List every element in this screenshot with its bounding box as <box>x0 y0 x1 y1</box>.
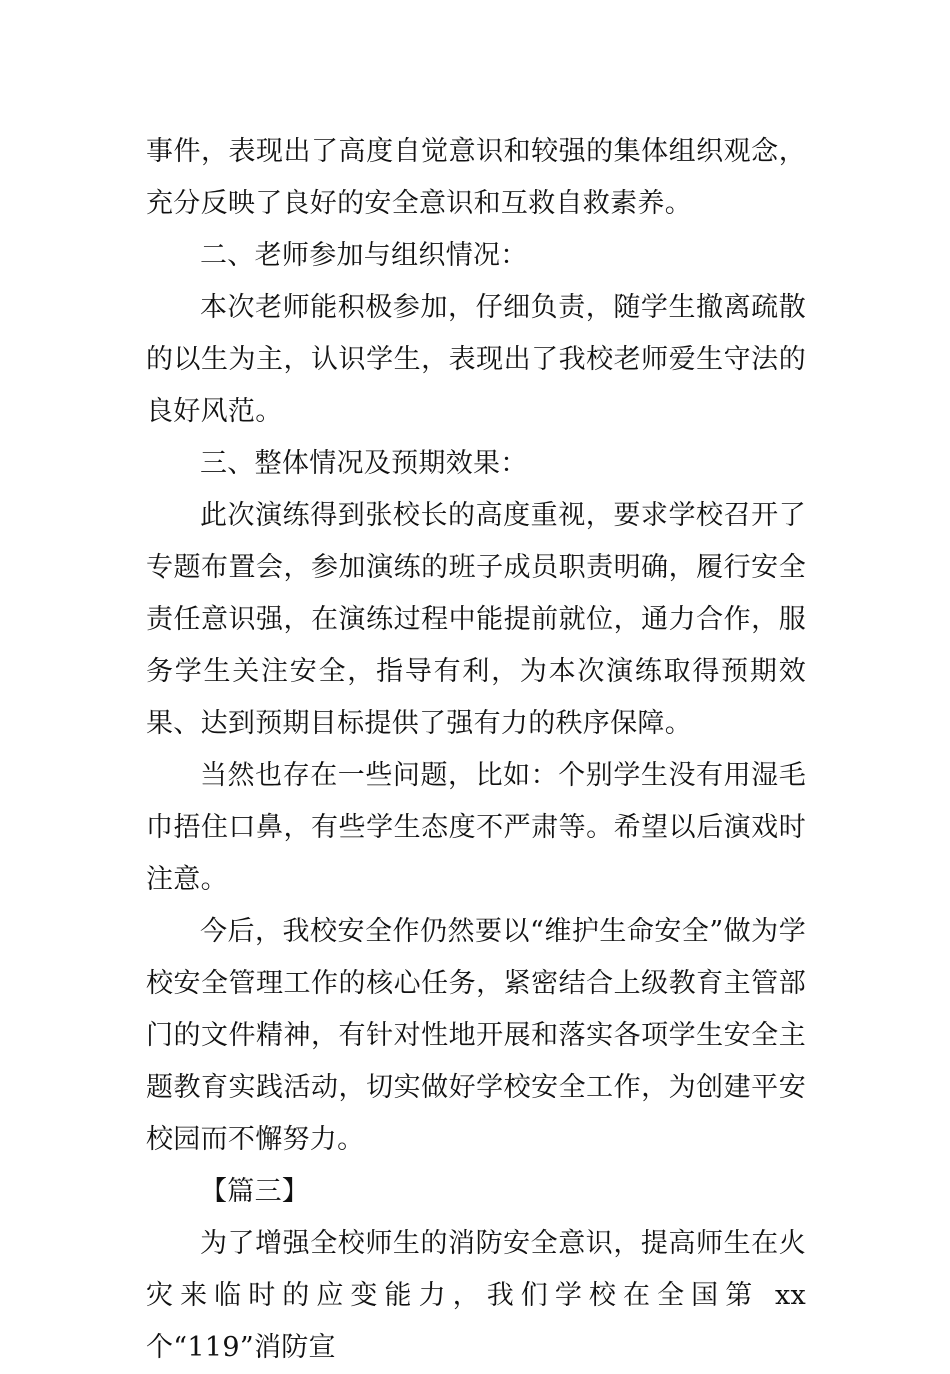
paragraph-problems: 当然也存在一些问题，比如：个别学生没有用湿毛巾捂住口鼻，有些学生态度不严肃等。希望以后演戏时注意。 <box>146 760 806 895</box>
paragraph-future: 今后，我校安全作仍然要以“维护生命安全”做为学校安全管理工作的核心任务，紧密结合上级教育主管部门的文件精神，有针对性地开展和落实各项学生安全主题教育实践活动，切实做好学校安全工作，为创建平安校园而不懈努力。 <box>146 916 806 1155</box>
paragraph-continuation: 事件，表现出了高度自觉意识和较强的集体组织观念，充分反映了良好的安全意识和互救自救素养。 <box>146 136 806 219</box>
paragraph-part-three-intro: 为了增强全校师生的消防安全意识，提高师生在火灾来临时的应变能力，我们学校在全国第 xx 个“119”消防宣 <box>146 1228 806 1363</box>
paragraph-overall: 此次演练得到张校长的高度重视，要求学校召开了专题布置会，参加演练的班子成员职责明确，履行安全责任意识强，在演练过程中能提前就位，通力合作，服务学生关注安全，指导有利，为本次演练取得预期效果、达到预期目标提供了强有力的秩序保障。 <box>146 500 806 739</box>
section-heading-part-three: 【篇三】 <box>200 1176 310 1207</box>
document-body <box>146 126 806 1374</box>
section-heading-teachers: 二、老师参加与组织情况： <box>200 240 528 271</box>
paragraph-teachers: 本次老师能积极参加，仔细负责，随学生撤离疏散的以生为主，认识学生，表现出了我校老师爱生守法的良好风范。 <box>146 292 806 427</box>
section-heading-overall: 三、整体情况及预期效果： <box>200 448 528 479</box>
